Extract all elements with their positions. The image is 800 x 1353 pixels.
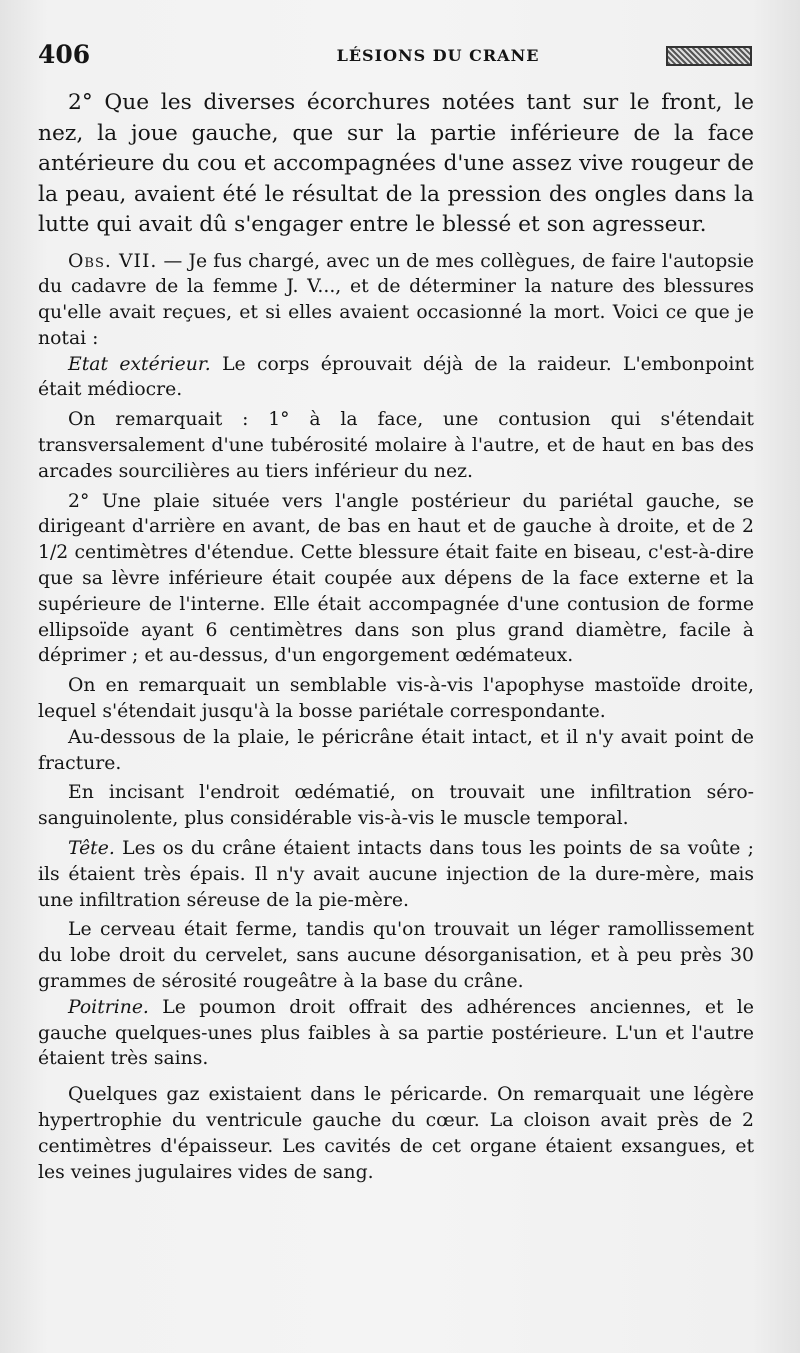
paragraph-plaie bbox=[38, 489, 754, 670]
paragraph-text: — Je fus chargé, avec un de mes collègues, de faire l'autopsie du cadavre de la femme J. V..., et de déterminer la nature des blessures qu'elle avait reçues, et si elles avaient occasionné la mort. Voici ce que je notai : bbox=[38, 250, 755, 349]
paragraph-etat-exterieur bbox=[38, 352, 754, 404]
paragraph-tete bbox=[38, 836, 754, 913]
paragraph-cerveau bbox=[38, 917, 754, 994]
paragraph-infiltration bbox=[38, 780, 754, 832]
paragraph-text: On en remarquait un semblable vis-à-vis l'apophyse mastoïde droite, lequel s'étendait jusqu'à la bosse pariétale correspondante. bbox=[38, 675, 754, 723]
running-head: LÉSIONS DU CRANE bbox=[336, 46, 540, 65]
paragraph-face-contusion bbox=[38, 407, 754, 484]
stamp-ornament bbox=[666, 46, 752, 66]
paragraph-observation-vii bbox=[38, 249, 754, 352]
paragraph-poitrine bbox=[38, 995, 754, 1072]
paragraph-conclusion-2 bbox=[38, 88, 754, 241]
paragraph-pericarde bbox=[38, 1082, 754, 1185]
page-header bbox=[38, 40, 752, 76]
body-text bbox=[38, 88, 754, 1185]
section-label: Etat extérieur. bbox=[68, 353, 211, 375]
section-label: Poitrine. bbox=[68, 996, 149, 1018]
paragraph-mastoide bbox=[38, 673, 754, 725]
paragraph-text: On remarquait : 1° à la face, une contusion qui s'étendait transversalement d'une tubérosité molaire à l'autre, et de haut en bas des arcades sourcilières au tiers inférieur du nez. bbox=[38, 409, 754, 482]
observation-label: Obs. VII. bbox=[68, 250, 158, 272]
paragraph-text: Au-dessous de la plaie, le péricrâne était intact, et il n'y avait point de fracture. bbox=[38, 726, 754, 774]
paragraph-text: Les os du crâne étaient intacts dans tous les points de sa voûte ; ils étaient très épais. Il n'y avait aucune injection de la dure-mère, mais une infiltration séreuse de la pie-mère. bbox=[38, 838, 754, 911]
paragraph-text: 2° Que les diverses écorchures notées tant sur le front, le nez, la joue gauche, que sur la partie inférieure de la face antérieure du cou et accompagnées d'une assez vive rougeur de la peau, avaient été le résultat de la pression des ongles dans la lutte qui avait dû s'engager entre le blessé et son agresseur. bbox=[38, 90, 754, 237]
paragraph-text: Le poumon droit offrait des adhérences anciennes, et le gauche quelques-unes plus faibles à sa partie postérieure. L'un et l'autre étaient très sains. bbox=[38, 996, 754, 1070]
paragraph-text: Quelques gaz existaient dans le péricarde. On remarquait une légère hypertrophie du ventricule gauche du cœur. La cloison avait près de 2 centimètres d'épaisseur. Les cavités de cet organe étaient exsangues, et les veines jugulaires vides de sang. bbox=[38, 1084, 754, 1183]
paragraph-text: En incisant l'endroit œdématié, on trouvait une infiltration séro-sanguinolente, plus considérable vis-à-vis le muscle temporal. bbox=[38, 782, 754, 830]
paragraph-text: Le corps éprouvait déjà de la raideur. L'embonpoint était médiocre. bbox=[38, 353, 754, 401]
paragraph-text: 2° Une plaie située vers l'angle postérieur du pariétal gauche, se dirigeant d'arrière en avant, de bas en haut et de gauche à droite, et de 2 1/2 centimètres d'étendue. Cette blessure était faite en biseau, c'est-à-dire que sa lèvre inférieure était coupée aux dépens de la face externe et la supérieure de l'interne. Elle était accompagnée d'une contusion de forme ellipsoïde ayant 6 centimètres dans son plus grand diamètre, facile à déprimer ; et au-dessus, d'un engorgement œdémateux. bbox=[38, 490, 754, 667]
page-number: 406 bbox=[38, 40, 91, 69]
paragraph-text: Le cerveau était ferme, tandis qu'on trouvait un léger ramollissement du lobe droit du cervelet, sans aucune désorganisation, et à peu près 30 grammes de sérosité rougeâtre à la base du crâne. bbox=[38, 919, 754, 993]
paragraph-pericrane bbox=[38, 725, 754, 777]
section-label: Tête. bbox=[68, 838, 115, 860]
